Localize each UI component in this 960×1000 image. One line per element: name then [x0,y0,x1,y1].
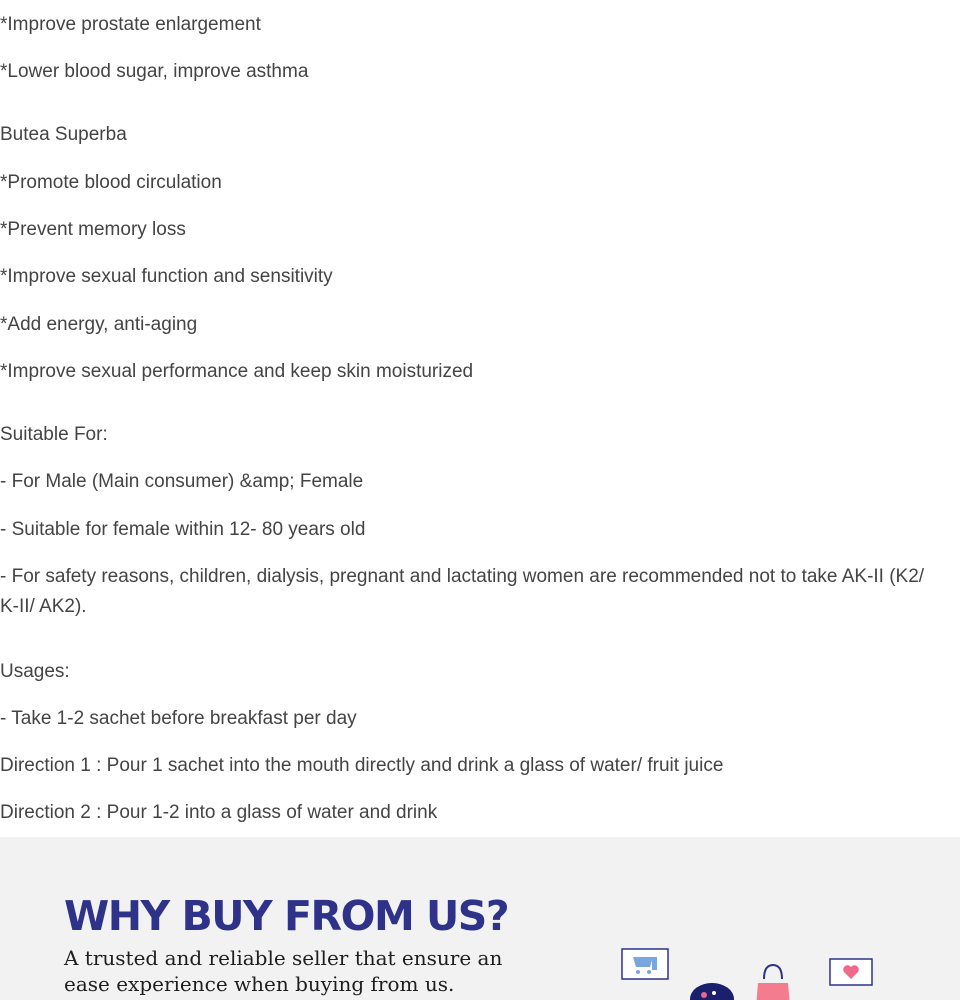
benefit-line: *Add energy, anti-aging [0,314,198,335]
usage-line: Direction 2 : Pour 1-2 into a glass of water and drink [0,802,438,823]
shopping-bag-icon [756,965,790,1000]
benefit-line: *Lower blood sugar, improve asthma [0,61,309,82]
section-heading-suitable: Suitable For: [0,424,108,445]
shopping-illustration [600,937,900,1000]
shopping-cart-icon [622,949,668,979]
person-icon [690,983,734,1000]
heart-icon [830,959,872,985]
why-buy-subtitle: A trusted and reliable seller that ensure an ease experience when buying from us. [64,946,503,996]
benefit-line: *Prevent memory loss [0,219,186,240]
section-heading-usages: Usages: [0,661,70,682]
usage-line: Direction 1 : Pour 1 sachet into the mouth directly and drink a glass of water/ fruit juice [0,755,724,776]
suitable-line: - Suitable for female within 12- 80 years old [0,519,366,540]
suitable-line: - For safety reasons, children, dialysis, pregnant and lactating women are recommended not to take AK-II (K2/ K-II/ AK2). [0,566,925,617]
benefit-line: *Improve prostate enlargement [0,14,261,35]
suitable-line: - For Male (Main consumer) &amp; Female [0,471,364,492]
usage-line: - Take 1-2 sachet before breakfast per day [0,708,357,729]
benefit-line: *Promote blood circulation [0,172,222,193]
benefit-line: *Improve sexual performance and keep skin moisturized [0,361,474,382]
why-buy-title: WHY BUY FROM US? [64,892,509,940]
section-heading-butea: Butea Superba [0,124,127,145]
why-buy-banner [0,837,960,1000]
benefit-line: *Improve sexual function and sensitivity [0,266,333,287]
